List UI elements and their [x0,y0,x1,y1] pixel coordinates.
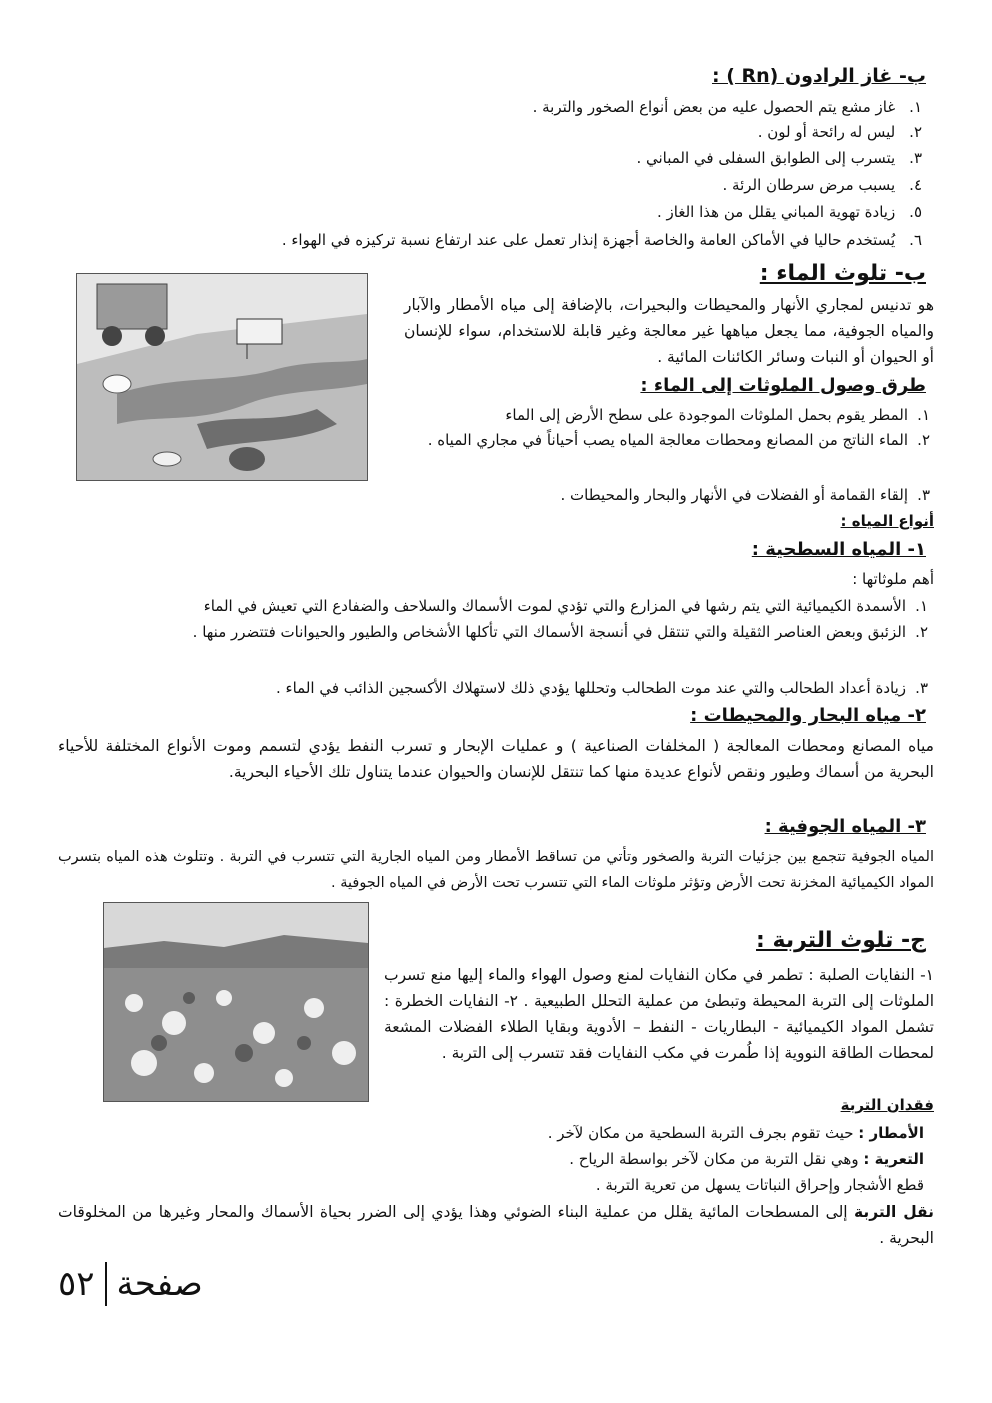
transport-body: إلى المسطحات المائية يقلل من عملية البناء الضوئي وهذا يؤدي إلى الضرر بحياة الأسماك والمحار وغيرها من المخلوقات البحرية . [58,1203,934,1247]
list-item: التعرية : وهي نقل التربة من مكان لآخر بواسطة الرياح . [569,1150,924,1168]
list-item: ٣. يتسرب إلى الطوابق السفلى في المباني . [636,149,922,167]
list-item: ١.المطر يقوم بحمل الملوثات الموجودة على سطح الأرض إلى الماء [505,406,930,424]
landfill-photo [103,902,369,1102]
routes-title: طرق وصول الملوثات إلى الماء : [640,375,926,396]
list-item: الأمطار : حيث تقوم بجرف التربة السطحية من مكان لآخر . [547,1124,924,1142]
list-item: ٦. يُستخدم حاليا في الأماكن العامة والخاصة أجهزة إنذار تعمل على عند ارتفاع نسبة تركيزه في الهواء . [281,231,922,249]
transport-term: نقل التربة [854,1203,935,1221]
surface-intro: أهم ملوثاتها : [852,570,934,588]
transport-text [58,1199,934,1251]
surface-title: ١- المياه السطحية : [751,539,926,560]
sea-text: مياه المصانع ومحطات المعالجة ( المخلفات الصناعية ) و عمليات الإبحار و تسرب النفط يؤدي لتسمم وموت الأنواع المختلفة للأحياء البحرية من أسماك وطيور ونقص لأنواع عديدة منها كما تنتقل للإنسان والحيوان عندما يتناول تلك الأحياء البحرية. [58,737,934,781]
list-item: ٢. ليس له رائحة أو لون . [757,123,922,141]
page-number: ٥٢ [58,1264,95,1304]
loss-title: فقدان التربة [840,1096,934,1114]
list-item: ٣.إلقاء القمامة أو الفضلات في الأنهار والبحار والمحيطات . [560,486,930,504]
footer-divider [105,1262,107,1306]
list-item: ١. غاز مشع يتم الحصول عليه من بعض أنواع الصخور والتربة . [532,98,922,116]
radon-title: ب- غاز الرادون (Rn ) : [711,65,926,87]
landfill-photo-icon [104,903,368,1101]
soil-text: ١- النفايات الصلبة : تطمر في مكان النفايات لمنع وصول الهواء والماء إليها منع تسرب الملوثات إلى التربة المحيطة وتبطئ من عملية التحلل الطبيعية . ٢- النفايات الخطرة : تشمل المواد الكيميائية - البطاريات - النفط – الأدوية وبقايا الطلاء الفضلات المشعة لمحطات الطاقة النووية إذا طُمرت في مكب النفايات فقد تتسرب إلى التربة . [384,966,934,1062]
list-item: ٢.الماء الناتج من المصانع ومحطات معالجة المياه يصب أحياناً في مجاري المياه . [427,431,930,449]
polluted-river-cartoon-icon [77,274,367,480]
ground-text: المياه الجوفية تتجمع بين جزئيات التربة والصخور وتأتي من تساقط الأمطار ومن المياه الجارية التي تتسرب في التربة . وتتلوث هذه المياه بتسرب المواد الكيميائية المخزنة تحت الأرض وتؤثر ملوثات الماء التي تتسرب تحت الأرض في المياه الجوفية . [58,849,934,891]
page-word: صفحة [116,1264,203,1304]
list-item: ٤. يسبب مرض سرطان الرئة . [722,176,922,194]
water-title: ب- تلوث الماء : [759,261,926,286]
types-title: أنواع المياه : [840,512,934,530]
ground-title: ٣- المياه الجوفية : [764,816,926,837]
list-item: ١.الأسمدة الكيميائية التي يتم رشها في المزارع والتي تؤدي لموت الأسماك والسلاحف والضفادع التي تعيش في الماء [203,597,928,615]
list-item: ٢.الزئبق وبعض العناصر الثقيلة والتي تنتقل في أنسجة الأسماك التي تأكلها الأشخاص والطيور والحيوانات فتتضرر منها . [192,623,928,641]
water-definition: هو تدنيس لمجاري الأنهار والمحيطات والبحيرات، بالإضافة إلى مياه الأمطار والآبار والمياه الجوفية، مما يجعل مياهها غير معالجة وغير قابلة للاستخدام، سواء للإنسان أو الحيوان أو النبات وسائر الكائنات المائية . [404,296,934,366]
page-footer [58,1262,203,1306]
soil-title: ج- تلوث التربة : [756,928,926,953]
sea-title: ٢- مياه البحار والمحيطات : [690,705,926,726]
list-item: ٣.زيادة أعداد الطحالب والتي عند موت الطحالب وتحللها يؤدي ذلك لاستهلاك الأكسجين الذائب في الماء . [276,679,928,697]
list-item: قطع الأشجار وإحراق النباتات يسهل من تعرية التربة . [595,1176,924,1194]
list-item: ٥. زيادة تهوية المباني يقلل من هذا الغاز . [657,203,922,221]
pollution-illustration [76,273,368,481]
